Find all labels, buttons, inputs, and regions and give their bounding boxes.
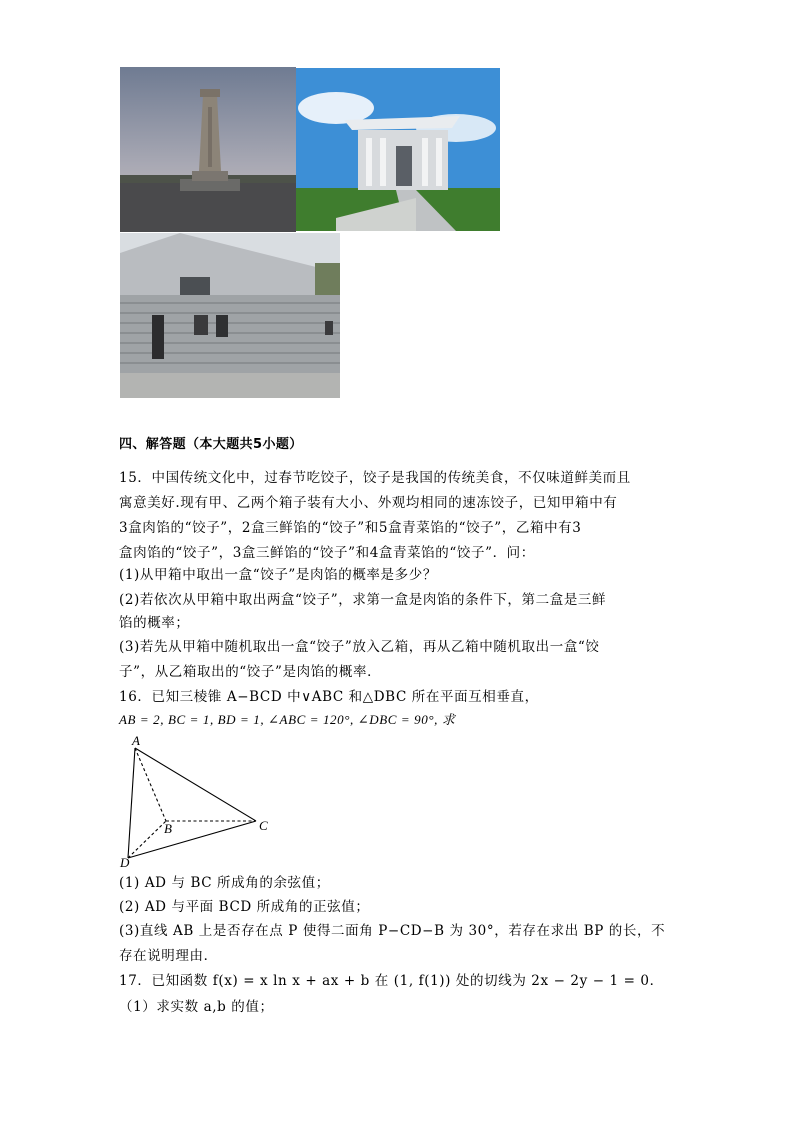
q15-part-2-cont: 馅的概率； [119,615,190,631]
q15-line-1: 15．中国传统文化中，过春节吃饺子，饺子是我国的传统美食，不仅味道鲜美而且 [119,470,631,486]
q15-line-4: 盒肉馅的“饺子”，3盒三鲜馅的“饺子”和4盒青菜馅的“饺子”．问： [119,545,535,561]
q16-part-1: (1) AD 与 BC 所成角的余弦值； [119,875,330,891]
edge-ad [128,748,135,858]
q15-line-3: 3盒肉馅的“饺子”，2盒三鲜馅的“饺子”和5盒青菜馅的“饺子”，乙箱中有3 [119,520,582,536]
q17-line-1: 17．已知函数 f(x) = x ln x + ax + b 在 (1, f(1)) 处的切线为 2x − 2y − 1 = 0． [119,973,664,989]
q15-part-3-cont: 子”，从乙箱取出的“饺子”是肉馅的概率． [119,664,382,680]
vertex-label-d: D [120,855,130,868]
q16-given: AB = 2, BC = 1, BD = 1, ∠ABC = 120°, ∠DBC = 90°, 求 [119,712,456,727]
q16-part-3-cont: 存在说明理由． [119,948,218,964]
edge-dc [128,821,256,858]
q15-line-2: 寓意美好.现有甲、乙两个箱子装有大小、外观均相同的速冻饺子，已知甲箱中有 [119,495,618,511]
vertex-label-a: A [132,734,140,748]
section-heading: 四、解答题（本大题共5小题） [119,437,303,452]
vertex-label-c: C [259,818,268,833]
q15-part-1: (1)从甲箱中取出一盒“饺子”是肉馅的概率是多少？ [119,567,437,583]
q15-part-3: (3)若先从甲箱中随机取出一盒“饺子”放入乙箱，再从乙箱中随机取出一盒“饺 [119,639,600,655]
vertex-label-b: B [164,821,172,836]
q16-part-2: (2) AD 与平面 BCD 所成角的正弦值； [119,899,370,915]
edge-ab [135,748,166,821]
monument-photo [120,67,296,232]
q15-part-2: (2)若依次从甲箱中取出两盒“饺子”，求第一盒是肉馅的条件下，第二盒是三鲜 [119,592,607,608]
edge-ac [135,748,256,821]
museum-steps-photo [120,233,340,398]
memorial-hall-photo [296,68,500,231]
q16-line-1: 16．已知三棱锥 A−BCD 中∨ABC 和△DBC 所在平面互相垂直， [119,689,539,705]
q16-part-3: (3)直线 AB 上是否存在点 P 使得二面角 P−CD−B 为 30°，若存在求出 BP 的长，不 [119,923,666,939]
q17-part-1: （1）求实数 a,b 的值； [119,999,274,1015]
tetrahedron-figure [118,734,278,868]
